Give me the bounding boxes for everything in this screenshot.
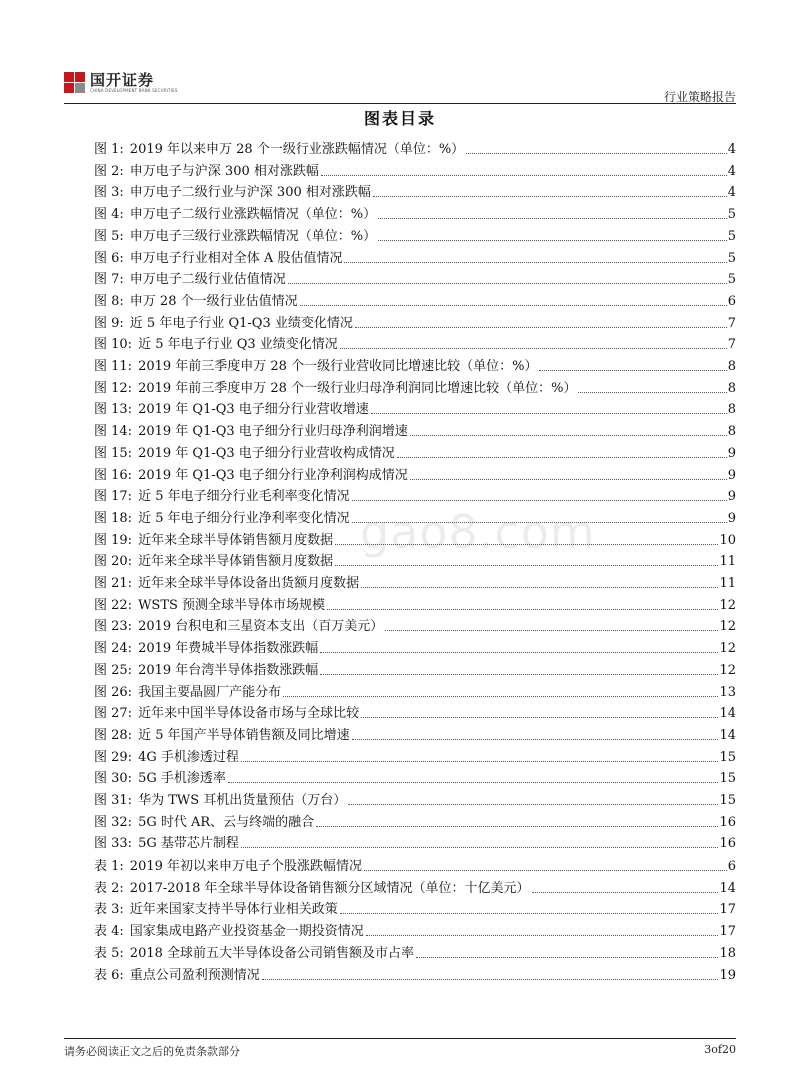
page-header [64, 64, 736, 104]
entry-leader-dots [300, 305, 727, 306]
entry-leader-dots [361, 717, 718, 718]
entry-page-number: 9 [727, 468, 736, 483]
entry-label: 表 1: [94, 859, 124, 874]
figure-entry[interactable] [94, 592, 736, 613]
entry-title: 国家集成电路产业投资基金一期投资情况 [129, 924, 364, 939]
entry-label: 图 7: [94, 272, 124, 287]
entry-title: 4G 手机渗透过程 [138, 750, 239, 765]
entry-label: 图 6: [94, 251, 124, 266]
entry-leader-dots [228, 782, 719, 783]
entry-title: 2019 年前三季度申万 28 个一级行业归母净利润同比增速比较（单位：%） [138, 381, 577, 396]
figure-entry[interactable] [94, 136, 736, 157]
entry-page-number: 12 [719, 641, 736, 656]
figure-entry[interactable] [94, 700, 736, 721]
entry-title: 我国主要晶圆厂产能分布 [138, 685, 282, 700]
entry-label: 图 2: [94, 164, 124, 179]
entry-page-number: 6 [727, 859, 736, 874]
figure-entry[interactable] [94, 375, 736, 396]
entry-page-number: 12 [719, 619, 736, 634]
entry-label: 表 5: [94, 946, 124, 961]
figure-entry[interactable] [94, 809, 736, 830]
entry-page-number: 4 [727, 142, 736, 157]
entry-label: 图 17: [94, 489, 133, 504]
entry-label: 图 30: [94, 771, 133, 786]
figure-entry[interactable] [94, 527, 736, 548]
entry-page-number: 7 [727, 316, 736, 331]
figure-entry[interactable] [94, 657, 736, 678]
figure-entry[interactable] [94, 765, 736, 786]
entry-page-number: 15 [719, 793, 736, 808]
entry-title: 近 5 年国产半导体销售额及同比增速 [138, 728, 350, 743]
entry-label: 表 2: [94, 881, 124, 896]
entry-page-number: 17 [719, 902, 736, 917]
entry-label: 图 18: [94, 511, 133, 526]
entry-leader-dots [355, 327, 727, 328]
entry-title: 申万电子行业相对全体 A 股估值情况 [129, 251, 343, 266]
entry-page-number: 4 [727, 164, 736, 179]
entry-label: 图 4: [94, 207, 124, 222]
figure-entry[interactable] [94, 396, 736, 417]
entry-page-number: 8 [727, 359, 736, 374]
entry-title: 近年来全球半导体销售额月度数据 [138, 533, 334, 548]
entry-page-number: 13 [719, 685, 736, 700]
entry-label: 图 24: [94, 641, 133, 656]
entry-leader-dots [416, 957, 718, 958]
entry-leader-dots [316, 826, 718, 827]
figure-entry[interactable] [94, 266, 736, 287]
figure-entry[interactable] [94, 245, 736, 266]
entry-label: 图 23: [94, 619, 133, 634]
footer-disclaimer: 请务必阅读正文之后的免责条款部分 [64, 1045, 240, 1058]
entry-title: 近年来中国半导体设备市场与全球比较 [138, 706, 360, 721]
entry-page-number: 11 [719, 554, 736, 569]
entry-page-number: 17 [719, 924, 736, 939]
entry-leader-dots [321, 175, 727, 176]
entry-leader-dots [352, 739, 719, 740]
entry-label: 图 26: [94, 685, 133, 700]
entry-title: 2018 全球前五大半导体设备公司销售额及市占率 [129, 946, 415, 961]
figure-entry[interactable] [94, 787, 736, 808]
entry-leader-dots [262, 979, 719, 980]
entry-label: 图 22: [94, 598, 133, 613]
entry-leader-dots [578, 392, 726, 393]
entry-title: 2019 年初以来申万电子个股涨跌幅情况 [129, 859, 363, 874]
entry-page-number: 5 [727, 272, 736, 287]
figure-entry[interactable] [94, 679, 736, 700]
entry-title: 近年来国家支持半导体行业相关政策 [129, 902, 338, 917]
page-title: 图表目录 [363, 109, 436, 128]
entry-page-number: 16 [719, 815, 736, 830]
entry-label: 图 33: [94, 836, 133, 851]
entry-leader-dots [288, 283, 727, 284]
entry-label: 图 25: [94, 663, 133, 678]
entry-leader-dots [241, 847, 719, 848]
table-entry[interactable] [94, 918, 736, 939]
figure-entry[interactable] [94, 353, 736, 374]
entry-page-number: 12 [719, 598, 736, 613]
logo-mark-icon [64, 72, 86, 94]
entry-label: 图 11: [94, 359, 133, 374]
watermark: gao8.com [360, 505, 596, 559]
figure-entry[interactable] [94, 635, 736, 656]
entry-leader-dots [348, 804, 718, 805]
footer-divider [64, 1038, 736, 1039]
entry-leader-dots [378, 218, 727, 219]
table-entry[interactable] [94, 853, 736, 874]
entry-leader-dots [361, 587, 718, 588]
entry-label: 图 15: [94, 446, 133, 461]
entry-leader-dots [335, 544, 718, 545]
entry-title: 近 5 年电子行业 Q3 业绩变化情况 [138, 337, 338, 352]
entry-page-number: 7 [727, 337, 736, 352]
entry-leader-dots [344, 262, 726, 263]
entry-label: 图 20: [94, 554, 133, 569]
entry-page-number: 5 [727, 207, 736, 222]
entry-leader-dots [241, 761, 719, 762]
figure-entry[interactable] [94, 548, 736, 569]
entry-leader-dots [373, 196, 727, 197]
figure-entry[interactable] [94, 179, 736, 200]
entry-label: 图 5: [94, 229, 124, 244]
entry-page-number: 9 [727, 511, 736, 526]
figure-entry[interactable] [94, 613, 736, 634]
entry-page-number: 8 [727, 381, 736, 396]
entry-page-number: 9 [727, 489, 736, 504]
entry-title: 2019 年费城半导体指数涨跌幅 [138, 641, 319, 656]
entry-title: 华为 TWS 耳机出货量预估（万台） [138, 793, 347, 808]
entry-title: 2019 年 Q1-Q3 电子细分行业净利润构成情况 [138, 468, 408, 483]
entry-label: 图 28: [94, 728, 133, 743]
entry-page-number: 15 [719, 750, 736, 765]
figure-entry[interactable] [94, 722, 736, 743]
entry-title: 近 5 年电子细分行业毛利率变化情况 [138, 489, 350, 504]
figure-entry[interactable] [94, 201, 736, 222]
entry-title: WSTS 预测全球半导体市场规模 [138, 598, 326, 613]
entry-title: 重点公司盈利预测情况 [129, 968, 260, 983]
entry-title: 近 5 年电子细分行业净利率变化情况 [138, 511, 350, 526]
table-entry[interactable] [94, 875, 736, 896]
figure-entry[interactable] [94, 418, 736, 439]
entry-label: 图 19: [94, 533, 133, 548]
entry-page-number: 14 [719, 881, 736, 896]
entry-page-number: 9 [727, 446, 736, 461]
entry-leader-dots [340, 348, 727, 349]
entry-title: 近 5 年电子行业 Q1-Q3 业绩变化情况 [129, 316, 353, 331]
entry-page-number: 6 [727, 294, 736, 309]
entry-leader-dots [532, 892, 719, 893]
figure-entry[interactable] [94, 744, 736, 765]
entry-title: 5G 基带芯片制程 [138, 836, 239, 851]
entry-label: 图 14: [94, 424, 133, 439]
entry-label: 图 31: [94, 793, 133, 808]
entry-label: 图 29: [94, 750, 133, 765]
figure-entry[interactable] [94, 223, 736, 244]
entry-page-number: 4 [727, 185, 736, 200]
entry-label: 图 12: [94, 381, 133, 396]
entry-page-number: 5 [727, 229, 736, 244]
entry-leader-dots [539, 370, 726, 371]
entry-title: 申万电子三级行业涨跌幅情况（单位：%） [129, 229, 377, 244]
table-entry[interactable] [94, 896, 736, 917]
logo-chinese-name: 国开证券 [90, 71, 155, 89]
figure-entry[interactable] [94, 310, 736, 331]
figure-entry[interactable] [94, 288, 736, 309]
entry-leader-dots [352, 500, 727, 501]
entry-page-number: 8 [727, 402, 736, 417]
entry-label: 图 32: [94, 815, 133, 830]
entry-leader-dots [410, 435, 727, 436]
entry-title: 2019 年以来申万 28 个一级行业涨跌幅情况（单位：%） [129, 142, 465, 157]
entry-title: 近年来全球半导体销售额月度数据 [138, 554, 334, 569]
entry-label: 图 21: [94, 576, 133, 591]
entry-leader-dots [371, 413, 727, 414]
entry-leader-dots [378, 240, 727, 241]
entry-page-number: 15 [719, 771, 736, 786]
entry-page-number: 14 [719, 706, 736, 721]
entry-leader-dots [385, 630, 718, 631]
page-number: 3of20 [704, 1043, 736, 1056]
entry-page-number: 8 [727, 424, 736, 439]
entry-page-number: 16 [719, 836, 736, 851]
table-entry[interactable] [94, 940, 736, 961]
entry-leader-dots [366, 935, 719, 936]
entry-leader-dots [320, 674, 718, 675]
figure-entry[interactable] [94, 483, 736, 504]
entry-page-number: 11 [719, 576, 736, 591]
figure-entry[interactable] [94, 570, 736, 591]
entry-label: 图 27: [94, 706, 133, 721]
entry-title: 2019 年 Q1-Q3 电子细分行业营收增速 [138, 402, 369, 417]
entry-leader-dots [283, 696, 718, 697]
entry-title: 2019 年 Q1-Q3 电子细分行业归母净利润增速 [138, 424, 408, 439]
entry-title: 申万电子二级行业涨跌幅情况（单位：%） [129, 207, 377, 222]
entry-label: 图 3: [94, 185, 124, 200]
entry-title: 2019 年 Q1-Q3 电子细分行业营收构成情况 [138, 446, 395, 461]
figure-entry[interactable] [94, 830, 736, 851]
report-type: 行业策略报告 [663, 90, 736, 104]
entry-title: 申万电子与沪深 300 相对涨跌幅 [129, 164, 319, 179]
entry-leader-dots [397, 457, 727, 458]
entry-label: 图 10: [94, 337, 133, 352]
entry-page-number: 5 [727, 251, 736, 266]
entry-leader-dots [466, 153, 727, 154]
figure-entry[interactable] [94, 331, 736, 352]
entry-leader-dots [335, 565, 718, 566]
company-logo [64, 72, 178, 94]
figure-entry[interactable] [94, 440, 736, 461]
header-divider [64, 103, 736, 104]
entry-title: 5G 时代 AR、云与终端的融合 [138, 815, 315, 830]
entry-title: 申万电子二级行业估值情况 [129, 272, 286, 287]
entry-label: 表 4: [94, 924, 124, 939]
figure-entry[interactable] [94, 462, 736, 483]
entry-title: 2019 年前三季度申万 28 个一级行业营收同比增速比较（单位：%） [138, 359, 538, 374]
figure-entry[interactable] [94, 505, 736, 526]
entry-leader-dots [410, 479, 727, 480]
entry-page-number: 12 [719, 663, 736, 678]
entry-label: 表 3: [94, 902, 124, 917]
entry-leader-dots [340, 913, 719, 914]
entry-label: 图 1: [94, 142, 124, 157]
entry-page-number: 14 [719, 728, 736, 743]
table-entry[interactable] [94, 962, 736, 983]
entry-title: 5G 手机渗透率 [138, 771, 226, 786]
entry-label: 图 8: [94, 294, 124, 309]
entry-title: 2019 台积电和三星资本支出（百万美元） [138, 619, 384, 634]
entry-leader-dots [352, 522, 727, 523]
entry-label: 图 16: [94, 468, 133, 483]
entry-label: 图 9: [94, 316, 124, 331]
entry-title: 2017-2018 年全球半导体设备销售额分区域情况（单位：十亿美元） [129, 881, 530, 896]
entry-page-number: 18 [719, 946, 736, 961]
entry-page-number: 19 [719, 968, 736, 983]
entry-label: 图 13: [94, 402, 133, 417]
entry-title: 2019 年台湾半导体指数涨跌幅 [138, 663, 319, 678]
entry-leader-dots [327, 609, 718, 610]
figure-entry[interactable] [94, 158, 736, 179]
entry-page-number: 10 [719, 533, 736, 548]
entry-title: 申万电子二级行业与沪深 300 相对涨跌幅 [129, 185, 371, 200]
entry-label: 表 6: [94, 968, 124, 983]
entry-title: 近年来全球半导体设备出货额月度数据 [138, 576, 360, 591]
logo-english-name: CHINA DEVELOPMENT BANK SECURITIES [90, 88, 178, 93]
entry-leader-dots [364, 870, 727, 871]
entry-leader-dots [320, 652, 718, 653]
entry-title: 申万 28 个一级行业估值情况 [129, 294, 298, 309]
